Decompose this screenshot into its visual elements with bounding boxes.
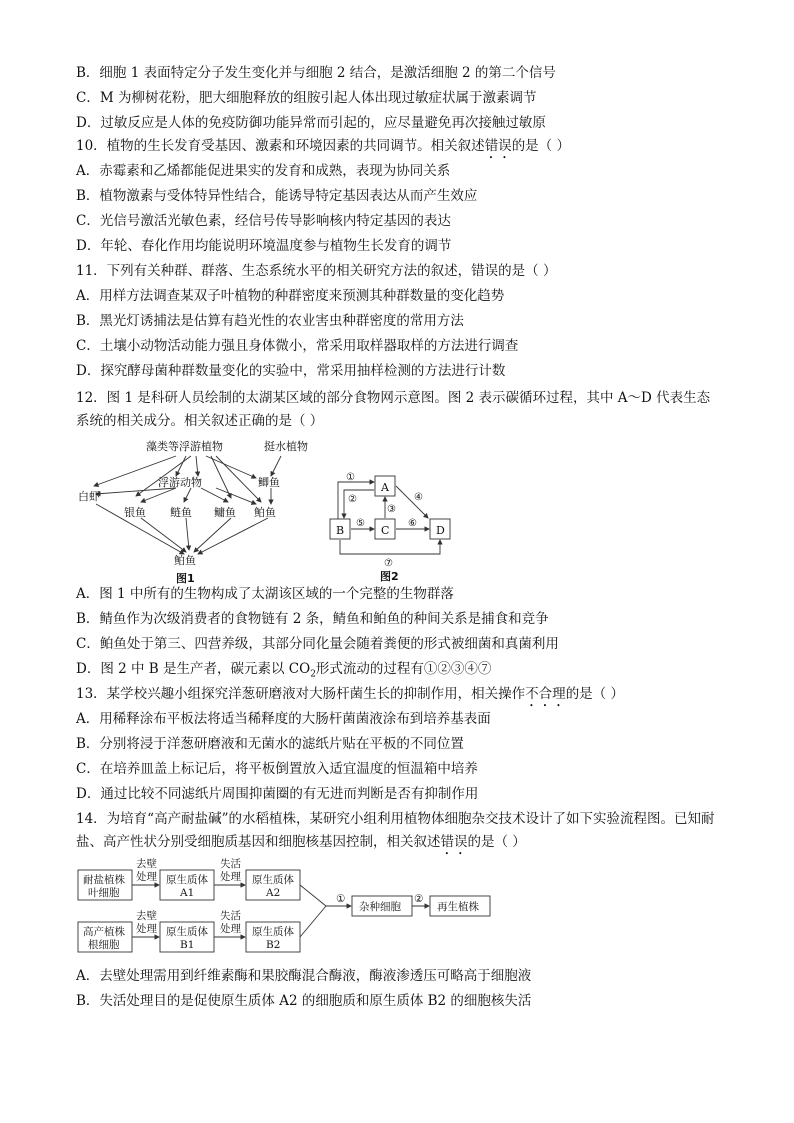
top-step1-l1: 去壁 [136,858,157,870]
top-start-l2: 叶细胞 [88,887,120,899]
q11-option-b: B．黑光灯诱捕法是估算有趋光性的农业害虫种群密度的常用方法 [76,313,464,329]
node-zooplankton: 浮游动物 [158,476,202,489]
q12-option-a: A．图 1 中所有的生物构成了太湖该区域的一个完整的生物群落 [76,586,454,602]
arrow-label-7: ⑦ [384,558,393,569]
fig1-caption: 图1 [176,572,195,585]
arrow-label-4: ④ [414,492,423,503]
node-culter-bottom: 鲌鱼 [174,554,196,567]
q14-stem-line2: 盐、高产性状分别受细胞质基因和细胞核基因控制，相关叙述错误的是（ ） [76,834,526,850]
q11-option-c: C．土壤小动物活动能力强且身体微小，常采用取样器取样的方法进行调查 [76,338,519,354]
arrow-label-6: ⑥ [408,518,417,529]
hybrid-cell: 杂种细胞 [359,901,401,913]
node-bighead-carp: 鳙鱼 [214,506,236,519]
regenerated-plant: 再生植株 [437,901,479,913]
top-step1-l2: 处理 [136,871,157,883]
q11-option-a: A．用样方法调查某双子叶植物的种群密度来预测其种群数量的变化趋势 [76,288,505,304]
bottom-protoplast-b2: 原生质体 [252,926,294,938]
q12-option-c: C．鲌鱼处于第三、四营养级，其部分同化量会随着粪便的形式被细菌和真菌利用 [76,636,559,652]
label-a2: A2 [266,887,281,899]
arrow-label-3: ③ [387,504,396,515]
food-web-figure [76,436,338,585]
q12-option-d: D．图 2 中 B 是生产者，碳元素以 $CO_2$形式流动的过程有①②③④⑦ [76,661,492,680]
step-circle-2: ② [414,893,424,905]
cell-fusion-flowchart [76,856,516,956]
label-d: D [436,524,445,537]
q10-stem: 10．植物的生长发育受基因、激素和环境因素的共同调节。相关叙述错误的是（ ） [76,138,570,154]
q12-option-b: B．鲭鱼作为次级消费者的食物链有 2 条，鲭鱼和鲌鱼的种间关系是捕食和竞争 [76,611,549,627]
fig2-caption: 图2 [380,570,399,583]
label-b1: B1 [180,939,195,951]
top-step2-l2: 处理 [220,871,241,883]
q10-option-c: C．光信号激活光敏色素，经信号传导影响核内特定基因的表达 [76,213,451,229]
q11-stem: 11．下列有关种群、群落、生态系统水平的相关研究方法的叙述，错误的是（ ） [76,263,557,279]
node-algae: 藻类等浮游植物 [146,440,223,453]
arrow-label-1: ① [346,472,355,483]
bottom-start-l1: 高产植株 [83,926,125,938]
label-b2: B2 [266,939,281,951]
q13-option-a: A．用稀释涂布平板法将适当稀释度的大肠杆菌菌液涂布到培养基表面 [76,711,491,727]
arrow-label-2: ② [348,494,357,505]
top-step2-l1: 失活 [220,858,241,870]
q10-option-b: B．植物激素与受体特异性结合，能诱导特定基因表达从而产生效应 [76,188,478,204]
bottom-protoplast-b1: 原生质体 [166,926,208,938]
q9-option-c: C．M 为柳树花粉，肥大细胞释放的组胺引起人体出现过敏症状属于激素调节 [76,90,537,106]
node-silver-carp: 鲢鱼 [170,506,192,519]
top-protoplast-a1: 原生质体 [166,874,208,886]
node-silverfish: 银鱼 [124,506,146,519]
q14-option-b: B．失活处理目的是促使原生质体 A2 的细胞质和原生质体 B2 的细胞核失活 [76,993,532,1009]
q12-stem-line2: 系统的相关成分。相关叙述正确的是（ ） [76,413,324,429]
label-b: B [336,524,345,537]
node-white-shrimp: 白虾 [78,490,100,503]
q10-option-d: D．年轮、春化作用均能说明环境温度参与植物生长发育的调节 [76,238,452,254]
q9-option-b: B．细胞 1 表面特定分子发生变化并与细胞 2 结合，是激活细胞 2 的第二个信号 [76,65,556,81]
bottom-step2-l2: 处理 [220,923,241,935]
q11-option-d: D．探究酵母菌种群数量变化的实验中，常采用抽样检测的方法进行计数 [76,363,506,379]
label-a: A [381,481,389,494]
node-emergent-plants: 挺水植物 [264,440,308,453]
label-c: C [381,524,390,537]
q14-stem-line1: 14．为培育“高产耐盐碱”的水稻植株，某研究小组利用植物体细胞杂交技术设计了如下实验流程图。已知耐 [76,811,715,827]
q12-stem-line1: 12．图 1 是科研人员绘制的太湖某区域的部分食物网示意图。图 2 表示碳循环过程，其中 A～D 代表生态 [76,390,711,406]
arrow-label-5: ⑤ [356,518,365,529]
q10-option-a: A．赤霉素和乙烯都能促进果实的发育和成熟，表现为协同关系 [76,163,451,179]
carbon-cycle-figure [328,468,458,582]
top-start-l1: 耐盐植株 [83,874,125,886]
bottom-step1-l2: 处理 [136,923,157,935]
label-a1: A1 [180,887,195,899]
q14-option-a: A．去壁处理需用到纤维素酶和果胶酶混合酶液，酶液渗透压可略高于细胞液 [76,968,532,984]
top-protoplast-a2: 原生质体 [252,874,294,886]
q13-stem: 13．某学校兴趣小组探究洋葱研磨液对大肠杆菌生长的抑制作用，相关操作不合理的是（ ） [76,686,624,702]
q9-option-d: D．过敏反应是人体的免疫防御功能异常而引起的，应尽量避免再次接触过敏原 [76,115,546,131]
bottom-start-l2: 根细胞 [88,939,120,951]
node-crucian: 鲫鱼 [258,476,280,489]
q13-option-b: B．分别将浸于洋葱研磨液和无菌水的滤纸片贴在平板的不同位置 [76,736,464,752]
bottom-step2-l1: 失活 [220,910,241,922]
q13-option-d: D．通过比较不同滤纸片周围抑菌圈的有无进而判断是否有抑制作用 [76,786,479,802]
node-culter-right: 鲌鱼 [254,506,276,519]
bottom-step1-l1: 去壁 [136,910,157,922]
q13-option-c: C．在培养皿盖上标记后，将平板倒置放入适宜温度的恒温箱中培养 [76,761,478,777]
step-circle-1: ① [336,893,346,905]
